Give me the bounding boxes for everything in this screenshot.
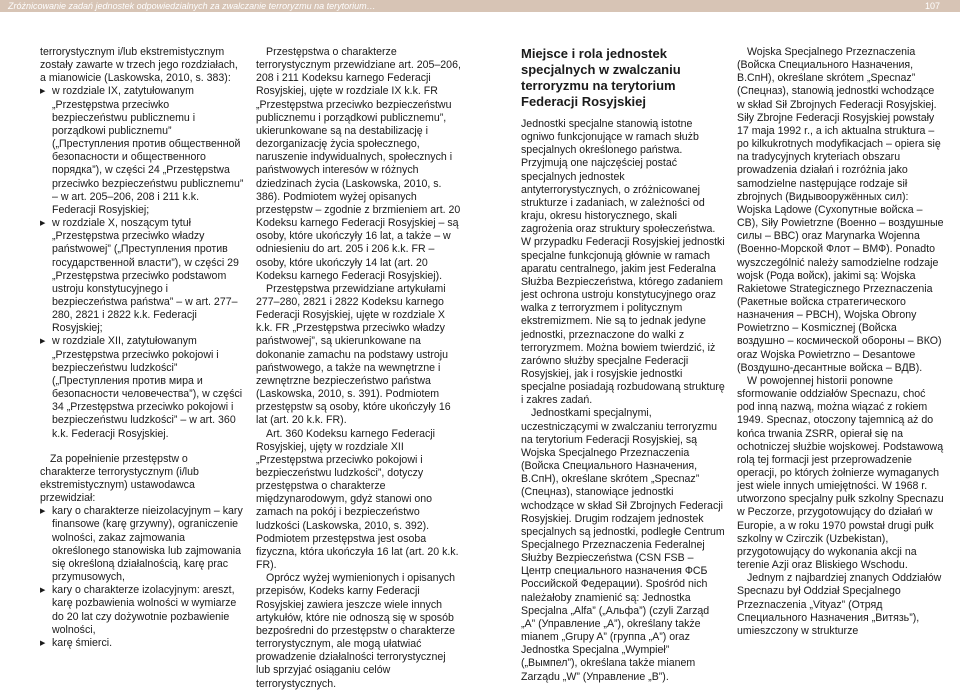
paragraph: W powojennej historii ponowne sformowanie oddziałów Specnazu, choć pod inną nazwą, można wiązać z rokiem 1949. Specnaz, otoczony tajemnicą aż do końca trwania ZSRR, opierał się na ochotniczej służbie wojskowej. Podstawową rolą tej formacji jest przeprowadzenie operacji, po których żołnierze wymaganych jest wiele innych umiejętności. W 1968 r. utworzono specjalny pułk szkolny Specnazu w Peczorze, przygotowujący do działań w Europie, a w roku 1970 powstał drugi pułk szkolny w Czirczik (Uzbekistan), przygotowujący do wykonania akcji na terenie Azji oraz Bliskiego Wschodu. bbox=[737, 374, 944, 572]
column-4 bbox=[737, 46, 944, 638]
list-item: ▶ kary o charakterze nieizolacyjnym – kary finansowe (karę grzywny), ograniczenie wolności, zakaz zajmowania określonego stanowiska lub zajmowania się określoną działalnością, karę prac przymusowych, bbox=[40, 505, 245, 584]
penalty-list bbox=[40, 505, 245, 650]
paragraph: Wojska Specjalnego Przeznaczenia (Войска Специального Назначения, В.СпН), określane skrótem „Specnaz” (Спецназ), stanowią jednostki wchodzące w skład Sił Zbrojnych Federacji Rosyjskiej. Siły Zbrojne Federacji Rosyjskiej powstały 17 maja 1992 r., a ich aktualna struktura – po kilkukrotnych modyfikacjach – opiera się na tradycyjnych kryteriach obszaru prowadzenia działań i rozróżnia jako samodzielne następujące rodzaje sił zbrojnych (Видывооружённых сил): Wojska Lądowe (Сухопутные войска – СВ), Siły Powietrzne (Военно – воздушные силы – ВВС) oraz Marynarka Wojenna (Военно-Морской Флот – ВМФ). Ponadto wyszczególnić należy samodzielne rodzaje wojsk (Рода войск), jakimi są: Wojska Rakietowe Strategicznego Przeznaczenia (Ракетные войска стратегического назначения – РВСН), Wojska Obrony Powietrzno – Kosmicznej (Войска воздушно – космической обороны – ВКО) oraz Wojska Powietrzno – Desantowe (Воздушно-десантные войска – ВДВ). bbox=[737, 46, 944, 374]
column-1 bbox=[40, 46, 245, 650]
chapter-list bbox=[40, 85, 245, 440]
page-number: 107 bbox=[924, 1, 940, 11]
paragraph: Art. 360 Kodeksu karnego Federacji Rosyjskiej, ujęty w rozdziale XII „Przestępstwa przeciwko pokojowi i bezpieczeństwu ludzkości”, dotyczy przestępstwa o charakterze międzynarodowym, gdyż stanowi ono zamach na pokój i bezpieczeństwo ludzkości (Laskowska, 2010, s. 392). Podmiotem przestępstwa jest osoba fizyczna, która ukończyła 16 lat (art. 20 k.k. FR). bbox=[256, 427, 459, 572]
running-header bbox=[0, 0, 960, 12]
list-item: ▶ w rozdziale XII, zatytułowanym „Przestępstwa przeciwko pokojowi i bezpieczeństwu ludzkości” („Преступления против мира и безопасности человечества”), w części 34 „Przestępstwa przeciwko pokojowi i bezpieczeństwu ludzkości” – w art. 360 k.k. Federacji Rosyjskiej. bbox=[40, 335, 245, 440]
intro-paragraph: terrorystycznym i/lub ekstremistycznym zostały zawarte w trzech jego rozdziałach, a mianowicie (Laskowska, 2010, s. 383): bbox=[40, 46, 238, 85]
paragraph: Jednostkami specjalnymi, uczestniczącymi w zwalczaniu terroryzmu na terytorium Federacji Rosyjskiej, są Wojska Specjalnego Przeznaczenia (Войска Специального Назначения, В.СпН), określane skrótem „Specnaz” (Спецназ), stanowiące jednostki wchodzące w skład Sił Zbrojnych Federacji Rosyjskiej. Drugim rodzajem jednostek specjalnych są jednostki, podległe Centrum Specjalnego Przeznaczenia Federalnej Służby Bezpieczeństwa (CSN FSB – Центр специального назначения ФСБ Российской Федерации). Spośród nich należałoby znamienić są: Jednostka Specjalna „Alfa” („Альфа”) (czyli Zarząd „A” (Управление „А”), określany także mianem „Grupy A” (группа „А”) oraz Jednostka Specjalna „Wympieł” („Вымпел”), określana także mianem Zarządu „W” (Управление „В”). bbox=[521, 407, 725, 683]
column-2 bbox=[256, 46, 461, 691]
paragraph: Przestępstwa przewidziane artykułami 277–280, 2821 i 2822 Kodeksu karnego Federacji Rosyjskiej, ujęte w rozdziale X k.k. FR „Przestępstwa przeciwko władzy państwowej”, są ukierunkowane na dokonanie zamachu na podstawy ustroju państwowego, a także na wewnętrzne i zewnętrzne bezpieczeństwo państwa (Laskowska, 2010, s. 391). Podmiotem przestępstw są osoby, które ukończyły 16 lat (art. 20 k.k. FR). bbox=[256, 282, 451, 427]
paragraph: Za popełnienie przestępstw o charakterze terrorystycznym (i/lub ekstremistycznym) ustawodawca przewidział: bbox=[40, 452, 199, 505]
paragraph: Oprócz wyżej wymienionych i opisanych przepisów, Kodeks karny Federacji Rosyjskiej zawiera jeszcze wiele innych artykułów, które nie odnoszą się w sposób bezpośredni do przestępstw o charakterze terrorystycznym, ale mogą ułatwiać prowadzenie działalności terrorystycznej lub sprzyjać osiąganiu celów terrorystycznych. bbox=[256, 572, 456, 690]
list-item: ▶ karę śmierci. bbox=[40, 637, 245, 650]
list-item: ▶ w rozdziale IX, zatytułowanym „Przestępstwa przeciwko bezpieczeństwu publicznemu i porządkowi publicznemu” („Преступления против общественной безопасности и общественного порядка”), w części 24 „Przestępstwa przeciwko bezpieczeństwu publicznemu” – w art. 205–206, 208 i 211 k.k. Federacji Rosyjskiej; bbox=[40, 85, 245, 217]
section-heading: Miejsce i rola jednostek specjalnych w zwalczaniu terroryzmu na terytorium Federacji Rosyjskiej bbox=[521, 46, 681, 109]
paragraph: Jednostki specjalne stanowią istotne ogniwo funkcjonujące w ramach służb specjalnych określonego państwa. Przyjmują one najczęściej postać specjalnych jednostek antyterrorystycznych, o zróżnicowanej strukturze i zadaniach, w zależności od kraju, okresu historycznego, skali zagrożenia oraz struktury społeczeństwa. W przypadku Federacji Rosyjskiej jednostki specjalne funkcjonują głównie w ramach aparatu centralnego, jakim jest Federalna Służba Bezpieczeństwa, którego zadaniem jest ochrona ustroju konstytucyjnego oraz walka z terroryzmem i politycznym ekstremizmem. Nie są to jednak jedyne jednostki, przeznaczone do walki z terroryzmem. Można bowiem twierdzić, iż zarówno służby specjalne Federacji Rosyjskiej, jak i rosyjskie jednostki specjalne posiadają rozbudowaną strukturę i zakres zadań. bbox=[521, 118, 725, 407]
paragraph: Jednym z najbardziej znanych Oddziałów Specnazu był Oddział Specjalnego Przeznaczenia „Vityaz” (Отряд Специального Назначения „Витязь”), umieszczony w strukturze bbox=[737, 572, 942, 637]
running-title: Zróżnicowanie zadań jednostek odpowiedzialnych za zwalczanie terroryzmu na terytorium… bbox=[8, 1, 376, 11]
list-item: ▶ kary o charakterze izolacyjnym: areszt, karę pozbawienia wolności w wymiarze do 20 lat czy dożywotnie pozbawienie wolności, bbox=[40, 584, 245, 637]
list-item: ▶ w rozdziale X, noszącym tytuł „Przestępstwa przeciwko władzy państwowej” („Преступления против государственной власти”), w części 29 „Przestępstwa przeciwko podstawom ustroju konstytucyjnego i bezpieczeństwa państwa” – w art. 277–280, 2821 i 2822 k.k. Federacji Rosyjskiej; bbox=[40, 217, 245, 335]
column-3 bbox=[521, 46, 726, 684]
paragraph: Przestępstwa o charakterze terrorystycznym przewidziane art. 205–206, 208 i 211 Kodeksu karnego Federacji Rosyjskiej, ujęte w rozdziale IX k.k. FR „Przestępstwa przeciwko bezpieczeństwu publicznemu i porządkowi publicznemu”, ukierunkowane są na destabilizację i dezorganizację życia społecznego, naruszenie indywidualnych, społecznych i państwowych interesów w różnych dziedzinach życia (Laskowska, 2010, s. 386). Podmiotem wyżej opisanych przestępstw – zgodnie z brzmieniem art. 20 Kodeksu karnego Federacji Rosyjskiej – są osoby, które ukończyły 16 lat, a także – w odniesieniu do art. 205 i 206 k.k. FR – osoby, które ukończyły 14 lat (art. 20 Kodeksu karnego Federacji Rosyjskiej). bbox=[256, 46, 461, 282]
